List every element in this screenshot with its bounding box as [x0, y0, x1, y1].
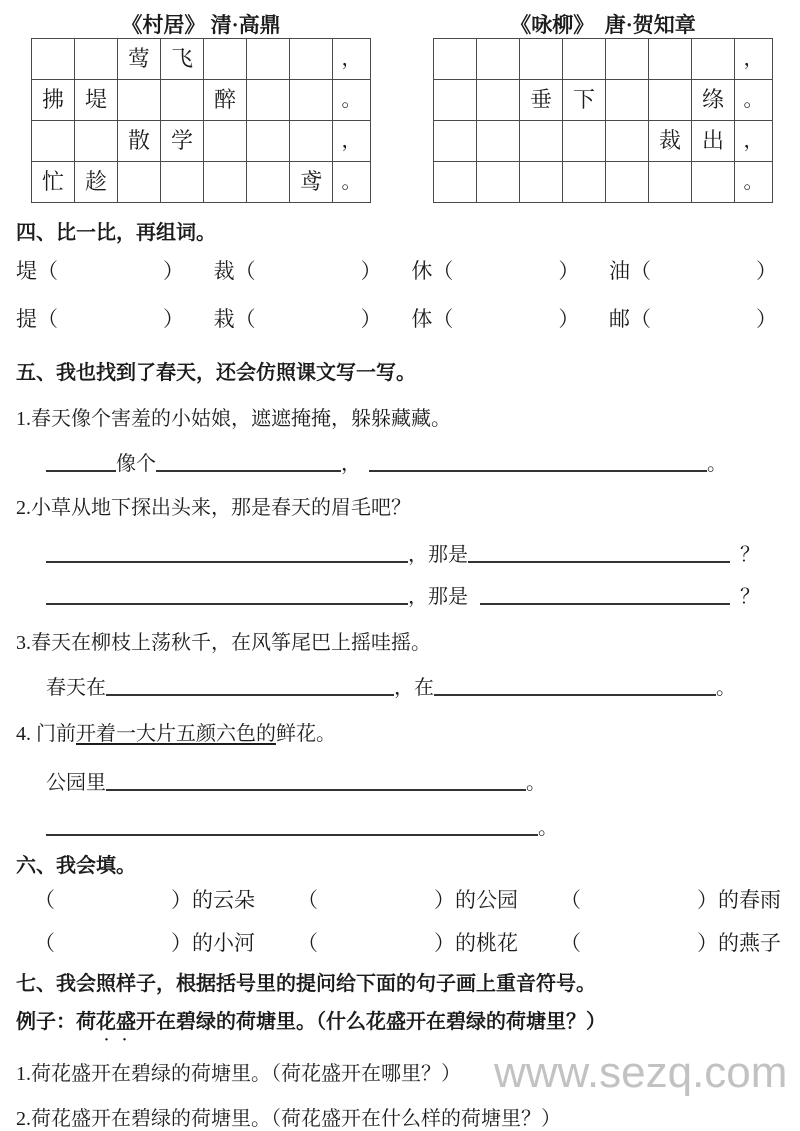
poem-grid-cell [290, 121, 333, 162]
section5-heading: 五、我也找到了春天，还会仿照课文写一写。 [16, 362, 416, 384]
poem-grid-punct-cell: ， [735, 39, 773, 80]
fill-line-5-2a [46, 541, 785, 568]
poem-grid-cell [32, 39, 75, 80]
poem-grid-cell [75, 39, 118, 80]
poem-grid-cell [649, 162, 692, 203]
compare-char: 油 [608, 259, 630, 283]
line-text: ？ [740, 586, 760, 608]
line-text: ，那是 [408, 544, 468, 566]
poem-grid-cell: 学 [161, 121, 204, 162]
paren-close: ） [360, 259, 382, 283]
poem-grid-cell [118, 162, 161, 203]
answer-blank [480, 583, 730, 605]
spacer [468, 602, 480, 603]
answer-blank [106, 674, 394, 696]
line-text: 。 [526, 772, 546, 794]
poem-grid-cell [649, 39, 692, 80]
poem-grid-cell: 飞 [161, 39, 204, 80]
fillword-group [34, 928, 255, 958]
fillword-label: 的公园 [455, 888, 518, 912]
poem-grid-cell [247, 80, 290, 121]
paren-open: （ [297, 888, 318, 912]
poem-block-yongliu [433, 12, 773, 203]
poem-title-cunju: 《村居》 清·高鼎 [121, 13, 281, 37]
paren-open: （ [34, 888, 55, 912]
poem-grid-cell [434, 80, 477, 121]
paren-close: ） [171, 931, 192, 955]
poem-grid-cell [563, 39, 606, 80]
section6-heading: 六、我会填。 [16, 855, 136, 877]
paren-close: ） [558, 307, 580, 331]
compare-group [214, 304, 382, 334]
paren-open: （ [234, 259, 256, 283]
paren-open: （ [560, 931, 581, 955]
watermark: www.sezq.com [494, 1048, 788, 1097]
paren-close: ） [434, 931, 455, 955]
line-text: ，在 [394, 677, 434, 699]
answer-blank [468, 541, 730, 563]
fillword-label: 的桃花 [455, 931, 518, 955]
poem-grid-cell: 下 [563, 80, 606, 121]
compare-char: 邮 [608, 307, 630, 331]
poem-grid-cell [247, 39, 290, 80]
poem-grid-punct-cell: 。 [333, 162, 371, 203]
fillword-label: 的燕子 [718, 931, 781, 955]
poem-grid-cell [434, 162, 477, 203]
poem-grid-cell [290, 80, 333, 121]
paren-open: （ [432, 307, 454, 331]
paren-open: （ [629, 259, 651, 283]
poem-grid-cell [477, 162, 520, 203]
example-prefix: 例子： [16, 1011, 76, 1033]
paren-close: ） [171, 888, 192, 912]
poem-grid-cell [477, 121, 520, 162]
poem-grid-cell [247, 162, 290, 203]
answer-blank [106, 769, 526, 791]
section5-item1-sentence: 1.春天像个害羞的小姑娘，遮遮掩掩，躲躲藏藏。 [16, 408, 451, 430]
poem-grid-cell: 忙 [32, 162, 75, 203]
fill-line-5-4b [46, 814, 785, 841]
poem-grid-punct-cell: 。 [333, 80, 371, 121]
poem-grid-cell [477, 80, 520, 121]
section4-heading: 四、比一比，再组词。 [16, 222, 216, 244]
fillword-group [297, 885, 518, 915]
poem-grid-yongliu [433, 38, 773, 203]
fill-line-5-1 [46, 450, 785, 477]
poem-grid-cell [118, 80, 161, 121]
compare-group [609, 304, 777, 334]
poem-grid-cunju [31, 38, 371, 203]
compare-row-2 [16, 304, 785, 334]
poem-grid-cell: 醉 [204, 80, 247, 121]
poem-grid-cell [204, 162, 247, 203]
example-rest: 盛开在碧绿的荷塘里。（什么花盛开在碧绿的荷塘里？） [116, 1011, 606, 1033]
poem-grid-cell [434, 39, 477, 80]
line-text: ， [341, 453, 361, 475]
poem-grid-punct-cell: ， [333, 39, 371, 80]
answer-blank [46, 450, 116, 472]
answer-blank [46, 541, 408, 563]
section7-item2: 2.荷花盛开在碧绿的荷塘里。（荷花盛开在什么样的荷塘里？） [16, 1108, 561, 1130]
paren-close: ） [755, 259, 777, 283]
poem-grid-cell [247, 121, 290, 162]
section5-item2-sentence: 2.小草从地下探出头来，那是春天的眉毛吧？ [16, 497, 411, 519]
paren-open: （ [37, 307, 58, 331]
compare-group [16, 304, 184, 334]
poem-grid-cell: 莺 [118, 39, 161, 80]
answer-blank [46, 814, 538, 836]
fillword-group [297, 928, 518, 958]
paren-open: （ [629, 307, 651, 331]
line-text: 春天在 [46, 677, 106, 699]
fillword-label: 的小河 [192, 931, 255, 955]
fillword-label: 的云朵 [192, 888, 255, 912]
compare-group [214, 256, 382, 286]
poem-grid-cell [692, 162, 735, 203]
poem-grid-punct-cell: ， [333, 121, 371, 162]
poem-grid-cell [606, 162, 649, 203]
poem-grid-punct-cell: ， [735, 121, 773, 162]
poem-grid-cell [520, 162, 563, 203]
poem-grid-cell [161, 162, 204, 203]
poem-grid-cell [606, 121, 649, 162]
poem-grid-cell [520, 121, 563, 162]
compare-char: 栽 [213, 307, 235, 331]
poem-grid-cell [204, 121, 247, 162]
poem-grid-cell [75, 121, 118, 162]
paren-close: ） [558, 259, 580, 283]
spacer [361, 469, 369, 470]
paren-open: （ [297, 931, 318, 955]
poem-grid-cell [649, 80, 692, 121]
section5-item4-sentence [16, 721, 785, 747]
poem-grid-cell: 趁 [75, 162, 118, 203]
compare-char: 提 [16, 307, 37, 331]
fillword-group [560, 928, 781, 958]
section7-heading: 七、我会照样子，根据括号里的提问给下面的句子画上重音符号。 [16, 973, 596, 995]
poem-grid-cell [204, 39, 247, 80]
compare-group [609, 256, 777, 286]
fillword-row-1 [16, 885, 785, 915]
compare-group [16, 256, 184, 286]
example-emphasized: 荷花 [76, 1011, 116, 1033]
line-text: 公园里 [46, 772, 106, 794]
poem-grid-cell: 拂 [32, 80, 75, 121]
paren-close: ） [697, 888, 718, 912]
poem-grid-cell: 堤 [75, 80, 118, 121]
poem-grid-cell [32, 121, 75, 162]
paren-open: （ [37, 259, 58, 283]
poem-grid-cell [290, 39, 333, 80]
compare-group [411, 256, 579, 286]
item4-post: 鲜花。 [276, 723, 336, 745]
compare-char: 裁 [213, 259, 235, 283]
answer-blank [46, 583, 408, 605]
poem-grid-cell: 垂 [520, 80, 563, 121]
paren-close: ） [163, 259, 184, 283]
paren-close: ） [434, 888, 455, 912]
compare-char: 体 [411, 307, 433, 331]
poem-grid-cell: 出 [692, 121, 735, 162]
paren-close: ） [360, 307, 382, 331]
answer-blank [156, 450, 341, 472]
answer-blank [369, 450, 707, 472]
line-text: ，那是 [408, 586, 468, 608]
line-text: 。 [707, 453, 727, 475]
fillword-group [560, 885, 781, 915]
fill-line-5-3 [46, 674, 785, 701]
fill-line-5-2b [46, 583, 785, 610]
poem-block-cunju [31, 12, 371, 203]
poem-grids-row [16, 12, 785, 203]
item4-pre: 4. 门前 [16, 723, 76, 745]
paren-open: （ [234, 307, 256, 331]
poem-grid-cell: 裁 [649, 121, 692, 162]
emphasis-dots: ·· [104, 1032, 141, 1048]
fillword-label: 的春雨 [718, 888, 781, 912]
poem-grid-punct-cell: 。 [735, 162, 773, 203]
poem-grid-cell: 鸢 [290, 162, 333, 203]
compare-char: 休 [411, 259, 433, 283]
poem-grid-cell [520, 39, 563, 80]
poem-grid-cell [161, 80, 204, 121]
spacer [730, 602, 740, 603]
poem-grid-cell [606, 80, 649, 121]
compare-group [411, 304, 579, 334]
paren-close: ） [163, 307, 184, 331]
line-text: 。 [716, 677, 736, 699]
line-text: 。 [538, 817, 558, 839]
fill-line-5-4a [46, 769, 785, 796]
poem-grid-cell [563, 162, 606, 203]
fillword-group [34, 885, 255, 915]
paren-close: ） [697, 931, 718, 955]
compare-char: 堤 [16, 259, 37, 283]
paren-open: （ [560, 888, 581, 912]
fillword-row-2 [16, 928, 785, 958]
line-text: ？ [740, 544, 760, 566]
spacer [730, 560, 740, 561]
poem-grid-cell [477, 39, 520, 80]
poem-grid-cell: 散 [118, 121, 161, 162]
poem-grid-cell [434, 121, 477, 162]
poem-grid-punct-cell: 。 [735, 80, 773, 121]
item4-underlined-phrase: 开着一大片五颜六色的 [76, 723, 276, 745]
line-text: 像个 [116, 453, 156, 475]
paren-close: ） [755, 307, 777, 331]
compare-row-1 [16, 256, 785, 286]
poem-grid-cell [563, 121, 606, 162]
section5-item3-sentence: 3.春天在柳枝上荡秋千，在风筝尾巴上摇哇摇。 [16, 632, 431, 654]
section7-item1: 1.荷花盛开在碧绿的荷塘里。（荷花盛开在哪里？） [16, 1063, 461, 1085]
paren-open: （ [432, 259, 454, 283]
poem-grid-cell: 绦 [692, 80, 735, 121]
poem-grid-cell [692, 39, 735, 80]
answer-blank [434, 674, 716, 696]
poem-grid-cell [606, 39, 649, 80]
poem-title-yongliu: 《咏柳》 唐·贺知章 [510, 13, 696, 37]
paren-open: （ [34, 931, 55, 955]
